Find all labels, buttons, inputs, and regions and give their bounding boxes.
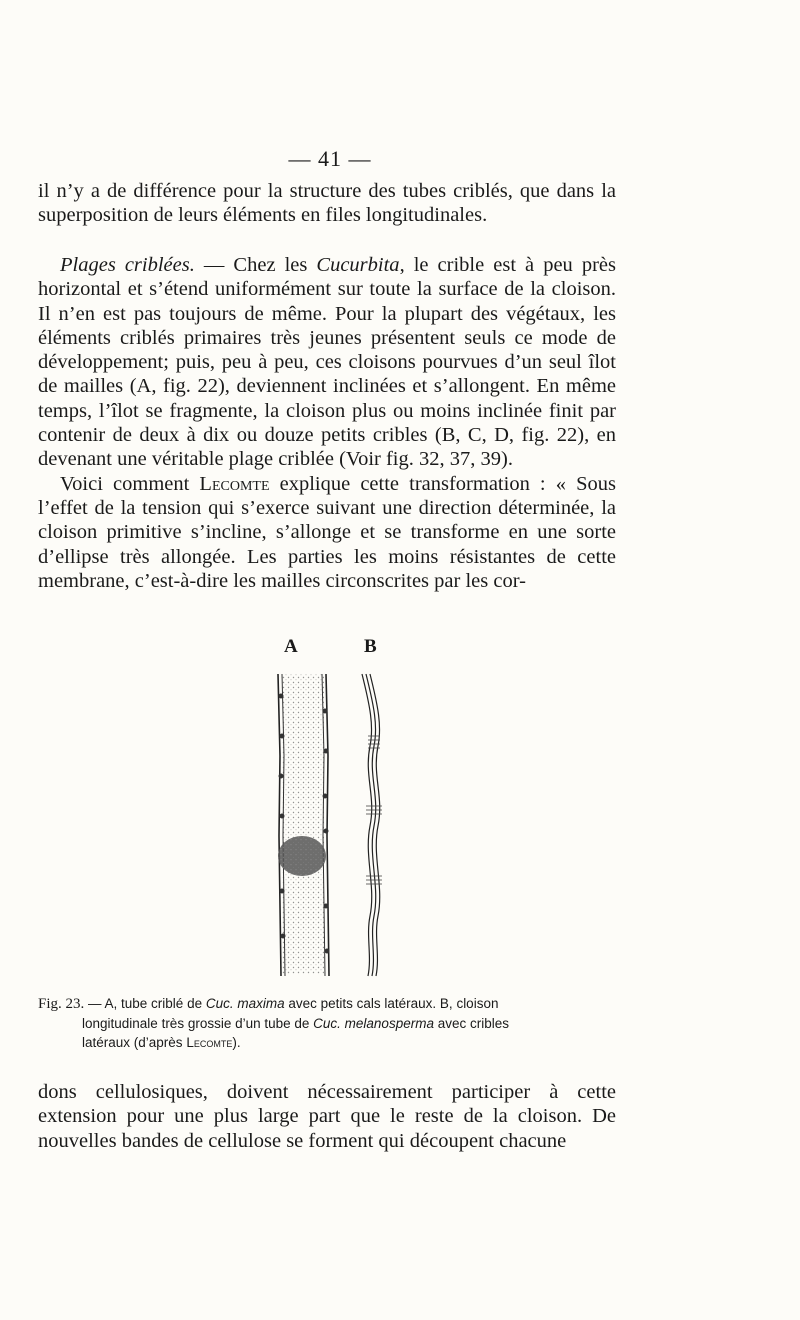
caption-figure-number: Fig. 23. — [38, 996, 85, 1012]
page-number: — 41 — — [288, 146, 372, 171]
text-run: , le crible est à peu près horizontal et s’étend uniformément sur toute la surface de la cloison. Il n’en est pas toujours de même. Pour la plupart des végétaux, les éléments criblés primaires très jeunes présentent seuls ce mode de développement; puis, peu à peu, ces cloisons pourvues d’un seul îlot de mailles (A, fig. 22), deviennent inclinées et s’allongent. En même temps, l’îlot se fragmente, la cloison plus ou moins inclinée finit par contenir de deux à dix ou douze petits cribles (B, C, D, fig. 22), en devenant une véritable plage criblée (Voir fig. 32, 37, 39). — [38, 254, 616, 471]
caption-text: avec cribles — [433, 1016, 509, 1031]
figure-label-a: A — [284, 636, 298, 657]
paragraph-1 — [38, 179, 616, 228]
body-section — [38, 253, 616, 593]
figure-23 — [252, 636, 412, 981]
sieve-tube-drawing — [252, 636, 412, 981]
paragraph-plages-criblees — [38, 253, 616, 472]
caption-text: ). — [232, 1035, 241, 1050]
caption-species-2: Cuc. melanosperma — [313, 1016, 434, 1031]
caption-species-1: Cuc. maxima — [205, 996, 285, 1011]
text-run: — Chez les — [194, 254, 317, 276]
caption-text: avec petits cals latéraux. B, cloison — [284, 996, 499, 1011]
tube-a-drawing — [278, 674, 330, 976]
author-name: Lecomte — [199, 472, 270, 495]
caption-text: — A, tube criblé de — [84, 996, 206, 1011]
text-run: explique cette transformation : « Sous l’effet de la tension qui s’exerce suivant une direction déterminée, la cloison primitive s’incline, s’allonge et se transforme en une sorte d’ellipse très allongée. Les parties les moins résistantes de cette membrane, c’est-à-dire les mailles circonscrites par les cor- — [38, 472, 616, 592]
caption-author: Lecomte — [186, 1035, 233, 1050]
genus-name: Cucurbita — [316, 254, 400, 276]
paragraph-1-text: il n’y a de différence pour la structure des tubes criblés, que dans la superposition de leurs éléments en files longitudinales. — [38, 180, 616, 227]
figure-caption — [38, 994, 616, 1052]
caption-text: longitudinale très grossie d’un tube de — [82, 1016, 314, 1031]
paragraph-continued-text: dons cellulosiques, doivent nécessairement participer à cette extension pour une plus large part que le reste de la cloison. De nouvelles bandes de cellulose se forment qui découpent chacune — [38, 1081, 616, 1152]
wall-b-drawing — [362, 674, 382, 976]
paragraph-lecomte — [38, 472, 616, 593]
paragraph-continued — [38, 1080, 616, 1153]
caption-line-2 — [38, 1014, 616, 1033]
figure-label-b: B — [364, 636, 377, 657]
section-title: Plages criblées. — [60, 254, 195, 276]
caption-text: latéraux (d’après — [82, 1035, 187, 1050]
caption-line-3 — [38, 1033, 616, 1052]
text-run: Voici comment — [60, 472, 200, 495]
